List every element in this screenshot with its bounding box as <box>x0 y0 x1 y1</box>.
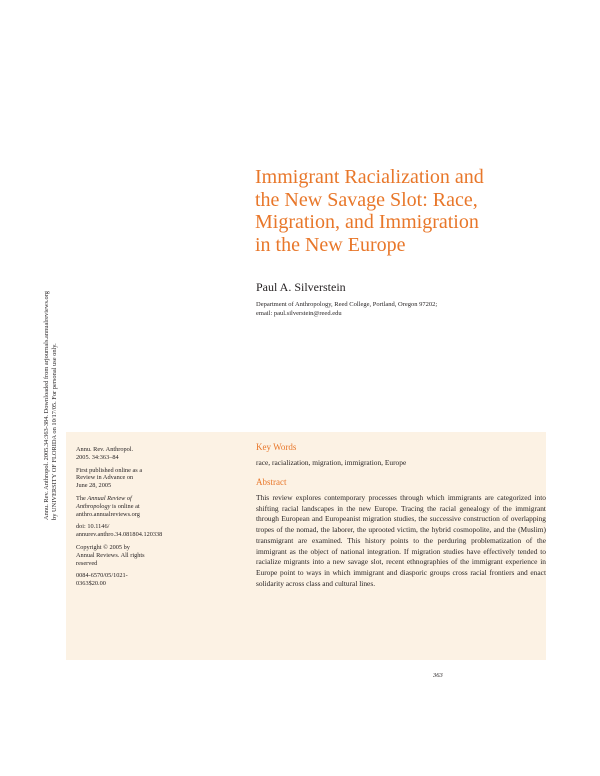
copyright: Copyright © 2005 by Annual Reviews. All rights reserved <box>76 543 145 567</box>
title-line-1: Immigrant Racialization and <box>255 166 484 188</box>
online-notice: The Annual Review of Anthropology is online at anthro.annualreviews.org <box>76 494 140 518</box>
abstract-text: This review explores contemporary processes through which immigrants are categorized into shifting racial landscapes in the new Europe. Tracing the racial genealogy of the immigrant through European and Europeanist migration studies, the successive construction of overlapping tropes of the nomad, the laborer, the uprooted victim, the hybrid cosmopolite, and the (Muslim) transmigrant are examined. This history points to the perduring problematization of the immigrant as the object of national integration. If migration studies have effectively tended to racialize migrants into a new savage slot, recent ethnographies of the immigrant experience in Europe point to ways in which immigrant and diasporic groups cross racial frontiers and enact solidarity across class and cultural lines. <box>256 493 546 588</box>
doi: doi: 10.1146/ annurev.anthro.34.081804.120338 <box>76 523 163 539</box>
download-notice <box>43 220 60 520</box>
issn: 0084-6570/05/1021- 0363$20.00 <box>76 572 128 588</box>
keywords-and-abstract <box>256 442 546 589</box>
journal-name-line1: Annual Review of <box>87 494 132 502</box>
journal-name-line2: Anthropology <box>76 502 111 510</box>
page-number: 363 <box>433 672 443 679</box>
title-line-2: the New Savage Slot: Race, <box>255 188 478 211</box>
title-block <box>255 166 545 256</box>
title-line-4: in the New Europe <box>255 233 406 256</box>
author-name: Paul A. Silverstein <box>256 280 346 294</box>
keywords-text: race, racialization, migration, immigration, Europe <box>256 458 407 467</box>
first-published: First published online as a Review in Advance on June 28, 2005 <box>76 466 143 490</box>
keywords-heading: Key Words <box>256 442 297 452</box>
abstract-heading: Abstract <box>256 477 287 487</box>
download-notice-line2: by UNIVERSITY OF FLORIDA on 10/17/05. For personal use only. <box>51 343 59 520</box>
affiliation-email: email: paul.silverstein@reed.edu <box>256 310 342 317</box>
journal-url: anthro.annualreviews.org <box>76 510 140 518</box>
title-line-3: Migration, and Immigration <box>255 211 479 233</box>
author-affiliation <box>256 300 516 318</box>
affiliation-line1: Department of Anthropology, Reed College, Portland, Oregon 97202; <box>256 301 438 308</box>
citation: Annu. Rev. Anthropol. 2005. 34:363–84 <box>76 446 134 461</box>
article-title <box>255 166 545 256</box>
publication-metadata <box>76 446 176 593</box>
download-notice-line1: Annu. Rev. Anthropol. 2005.34:363-384. Downloaded from arjournals.annualreviews.org <box>43 291 50 520</box>
